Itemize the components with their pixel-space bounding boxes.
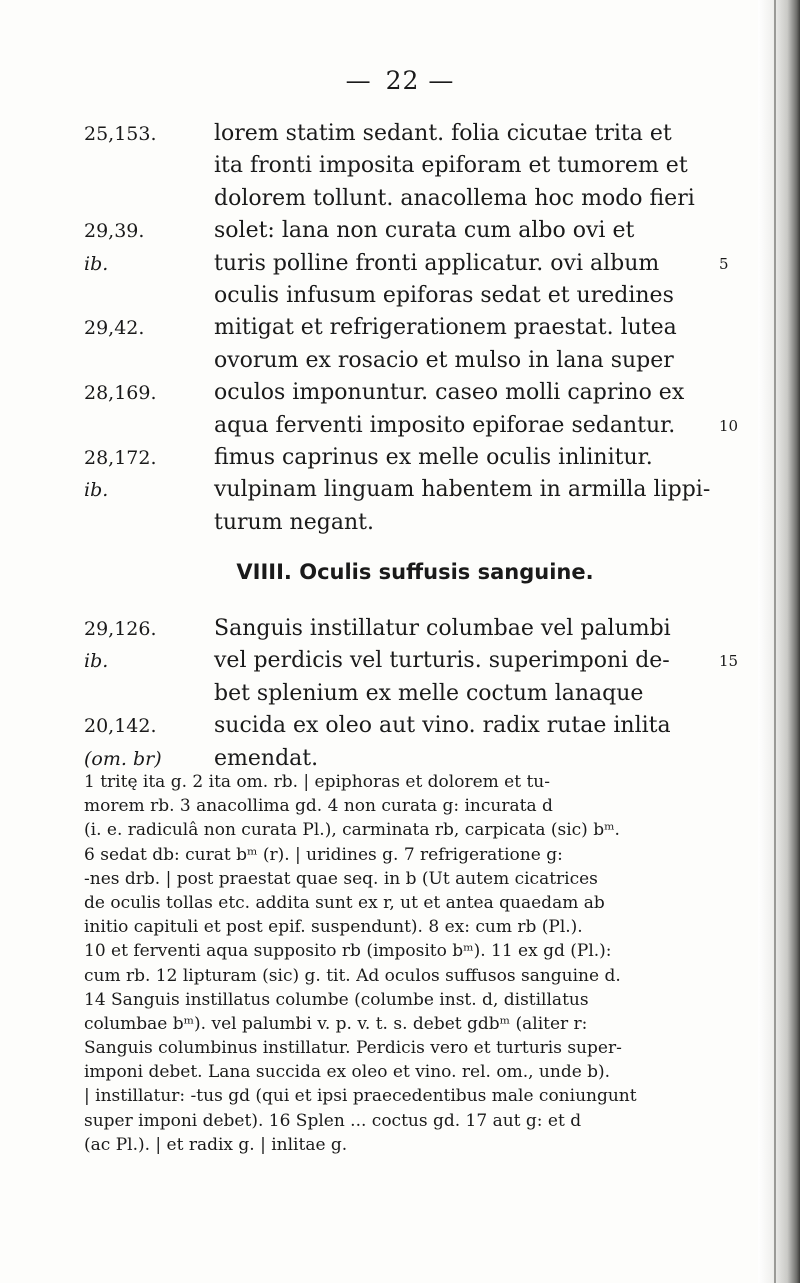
- apparatus-line: (i. e. radiculâ non curata Pl.), carminata rb, carpicata (sic) bᵐ.: [84, 820, 620, 841]
- line-text: Sanguis instillatur columbae vel palumbi: [214, 616, 671, 641]
- text-line: [84, 377, 774, 409]
- text-line: [84, 710, 774, 742]
- text-line: [84, 345, 774, 377]
- source-reference: ib.: [84, 650, 109, 673]
- apparatus-line: imponi debet. Lana succida ex oleo et vino. rel. om., unde b).: [84, 1062, 611, 1083]
- section-title: VIIII. Oculis suffusis sanguine.: [236, 560, 594, 584]
- line-number: 15: [719, 652, 739, 671]
- line-text: oculis infusum epiforas sedat et uredines: [214, 282, 674, 308]
- source-reference: ib.: [84, 479, 109, 502]
- text-line: [84, 215, 774, 247]
- apparatus-line: 1 tritę ita g. 2 ita om. rb. | epiphoras et dolorem et tu-: [84, 772, 550, 792]
- apparatus-line: | instillatur: -tus gd (qui et ipsi praecedentibus male coniungunt: [84, 1086, 637, 1107]
- line-text: sucida ex oleo aut vino. radix rutae inlita: [214, 713, 671, 739]
- source-reference: 29,126.: [84, 618, 157, 640]
- page-number: — 22 —: [345, 66, 455, 95]
- text-line: [84, 410, 774, 442]
- binding-edge: [774, 0, 776, 1283]
- source-reference: 28,172.: [84, 446, 157, 469]
- text-line: [84, 507, 774, 539]
- line-text: oculos imponuntur. caseo molli caprino ex: [214, 380, 685, 406]
- text-line: [84, 442, 774, 474]
- text-line: [84, 678, 774, 710]
- apparatus-line: -nes drb. | post praestat quae seq. in b (Ut autem cicatrices: [84, 868, 598, 889]
- source-reference: 29,39.: [84, 220, 145, 243]
- text-line: [84, 280, 774, 312]
- line-number: 10: [719, 416, 739, 435]
- line-text: dolorem tollunt. anacollema hoc modo fieri: [214, 185, 695, 211]
- text-line: [84, 183, 774, 215]
- text-line: [84, 613, 774, 645]
- text-line: [84, 474, 774, 506]
- apparatus-line: initio capituli et post epif. suspendunt). 8 ex: cum rb (Pl.).: [84, 917, 583, 938]
- apparatus-line: columbae bᵐ). vel palumbi v. p. v. t. s. debet gdbᵐ (aliter r:: [84, 1013, 588, 1034]
- line-text: turis polline fronti applicatur. ovi album: [214, 250, 660, 276]
- line-text: solet: lana non curata cum albo ovi et: [214, 218, 635, 244]
- source-reference: 28,169.: [84, 382, 157, 405]
- apparatus-line: de oculis tollas etc. addita sunt ex r, ut et antea quaedam ab: [84, 892, 605, 913]
- apparatus-line: cum rb. 12 lipturam (sic) g. tit. Ad oculos suffusos sanguine d.: [84, 965, 621, 986]
- line-text: turum negant.: [214, 509, 374, 535]
- line-text: vulpinam linguam habentem in armilla lippi-: [214, 477, 711, 503]
- line-number: 5: [719, 254, 729, 273]
- apparatus-line: (ac Pl.). | et radix g. | inlitae g.: [84, 1134, 348, 1155]
- line-text: bet splenium ex melle coctum lanaque: [214, 680, 644, 706]
- line-text: mitigat et refrigerationem praestat. lutea: [214, 315, 677, 341]
- apparatus-line: 14 Sanguis instillatus columbe (columbe inst. d, distillatus: [84, 989, 589, 1010]
- text-line: [84, 645, 774, 677]
- line-text: emendat.: [214, 745, 319, 771]
- source-reference: (om. br): [84, 747, 162, 770]
- line-text: aqua ferventi imposito epiforae sedantur.: [214, 412, 676, 438]
- critical-apparatus: [84, 770, 764, 1157]
- apparatus-line: super imponi debet). 16 Splen ... coctus gd. 17 aut g: et d: [84, 1110, 582, 1131]
- source-reference: 20,142.: [84, 715, 157, 738]
- page-number-value: 22: [385, 66, 420, 95]
- text-line: [84, 118, 774, 150]
- line-text: fimus caprinus ex melle oculis inlinitur.: [214, 444, 653, 470]
- apparatus-line: 10 et ferventi aqua supposito rb (imposito bᵐ). 11 ex gd (Pl.):: [84, 941, 612, 962]
- main-text-block: [84, 118, 774, 539]
- source-reference: 25,153.: [84, 123, 157, 145]
- line-text: vel perdicis vel turturis. superimponi de-: [214, 648, 670, 674]
- text-line: [84, 248, 774, 280]
- section-text-block: [84, 613, 774, 775]
- apparatus-line: morem rb. 3 anacollima gd. 4 non curata g: incurata d: [84, 796, 553, 817]
- text-line: [84, 312, 774, 344]
- line-text: ovorum ex rosacio et mulso in lana super: [214, 347, 674, 373]
- line-text: lorem statim sedant. folia cicutae trita et: [214, 121, 672, 146]
- apparatus-line: 6 sedat db: curat bᵐ (r). | uridines g. 7 refrigeratione g:: [84, 844, 563, 865]
- line-text: ita fronti imposita epiforam et tumorem et: [214, 153, 688, 179]
- source-reference: ib.: [84, 252, 109, 275]
- source-reference: 29,42.: [84, 317, 145, 340]
- text-line: [84, 150, 774, 182]
- apparatus-line: Sanguis columbinus instillatur. Perdicis vero et turturis super-: [84, 1038, 622, 1059]
